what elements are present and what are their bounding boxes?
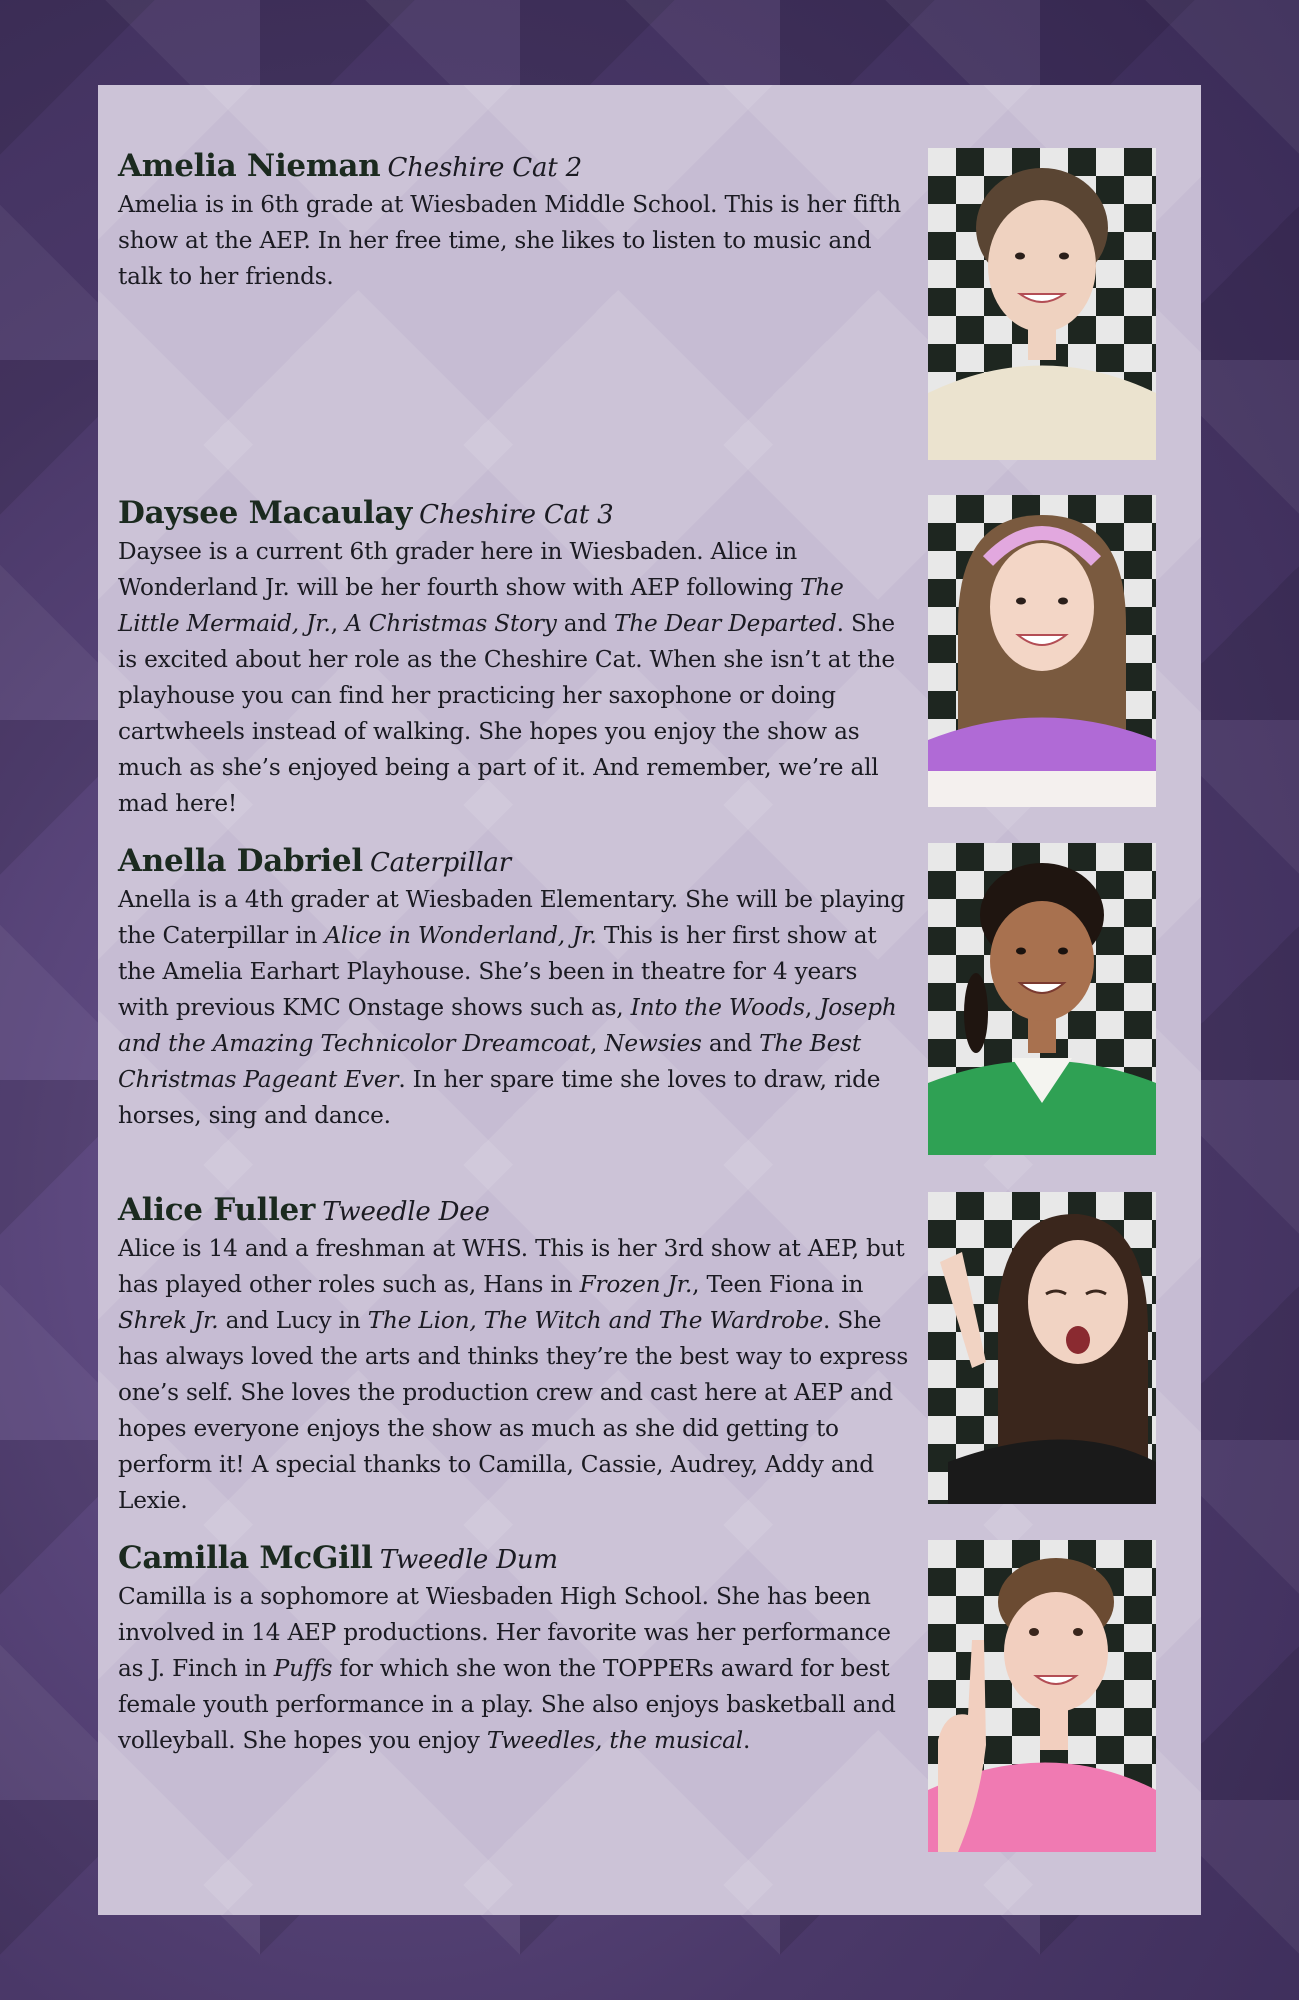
face-shape	[1004, 1592, 1108, 1712]
bio-text-run: , Teen Fiona in	[692, 1271, 864, 1298]
shirt-stripe	[928, 771, 1156, 807]
bio-text-run: . In her spare time she loves to draw, ride horses, sing and dance.	[118, 1066, 881, 1129]
show-title: Tweedles, the musical	[486, 1727, 744, 1754]
show-title: The Lion, The Witch and The Wardrobe	[367, 1307, 824, 1334]
cast-member-role: Caterpillar	[369, 848, 511, 878]
cast-member-name: Anella Dabriel	[118, 843, 363, 879]
braid-shape	[964, 973, 988, 1053]
show-title: The Dear Departed	[613, 610, 837, 637]
show-title: Alice in Wonderland, Jr.	[324, 922, 597, 949]
bio-text-run: This is her first show at the Amelia Earhart Playhouse. She’s been in theatre for 4 years with previous KMC Onstage shows such as,	[118, 922, 877, 1021]
bio-text-run: . She has always loved the arts and thinks they’re the best way to express one’s self. She loves the production crew and cast here at AEP and hopes everyone enjoys the show as much as she did getting to perform it! A special thanks to Camilla, Cassie, Audrey, Addy and Lexie.	[118, 1307, 909, 1514]
cast-bio-body	[118, 187, 910, 295]
bio-text-run: for which she won the TOPPERs award for best female youth performance in a play. She also enjoys basketball and volleyball. She hopes you enjoy	[118, 1655, 896, 1754]
face-shape	[988, 200, 1096, 332]
cast-member-role: Cheshire Cat 2	[387, 153, 582, 183]
bio-text-run: . She is excited about her role as the Cheshire Cat. When she isn’t at the playhouse you can find her practicing her saxophone or doing cartwheels instead of walking. She hopes you enjoy the show as much as she’s enjoyed being a part of it. And remember, we’re all mad here!	[118, 610, 895, 817]
bio-text-run: .	[743, 1727, 751, 1754]
face-shape	[990, 901, 1094, 1021]
bio-text-run: and	[701, 1030, 760, 1057]
cast-bio-body	[118, 882, 910, 1134]
eye-shape	[1058, 598, 1068, 605]
bio-text-run: and	[556, 610, 614, 637]
cast-bio-text	[118, 1540, 910, 1759]
eye-shape	[1016, 598, 1026, 605]
show-title: The Little Mermaid, Jr.	[118, 574, 844, 637]
bio-text-run: Amelia is in 6th grade at Wiesbaden Middle School. This is her fifth show at the AEP. In her free time, she likes to listen to music and talk to her friends.	[118, 191, 901, 290]
cast-member-name: Daysee Macaulay	[118, 495, 412, 531]
eye-shape	[1029, 1628, 1039, 1636]
cast-bio-body	[118, 534, 910, 822]
bio-text-run: ,	[804, 994, 820, 1021]
show-title: The Best Christmas Pageant Ever	[118, 1030, 861, 1093]
eye-shape	[1073, 1628, 1083, 1636]
cast-member-name: Alice Fuller	[118, 1192, 316, 1228]
show-title: Frozen Jr.	[579, 1271, 693, 1298]
bio-text-run: Daysee is a current 6th grader here in Wiesbaden. Alice in Wonderland Jr. will be her fourth show with AEP following	[118, 538, 801, 601]
headshot-photo	[928, 495, 1156, 807]
cast-bio-body	[118, 1231, 910, 1519]
cast-bio-text	[118, 148, 910, 295]
cast-bio-heading	[118, 843, 910, 882]
bio-text-run: Alice is 14 and a freshman at WHS. This is her 3rd show at AEP, but has played other roles such as, Hans in	[118, 1235, 905, 1298]
cast-bio-text	[118, 1192, 910, 1519]
cast-bio-heading	[118, 1540, 910, 1579]
eye-shape	[1058, 948, 1068, 955]
headshot-photo	[928, 843, 1156, 1155]
pointing-hand-shape	[940, 1252, 986, 1368]
cast-bio-text	[118, 495, 910, 822]
cast-member-role: Tweedle Dee	[322, 1197, 490, 1227]
cast-bio-heading	[118, 148, 910, 187]
show-title: Into the Woods	[630, 994, 805, 1021]
cast-bio-heading	[118, 1192, 910, 1231]
headshot-photo	[928, 1192, 1156, 1504]
show-title: Shrek Jr.	[118, 1307, 219, 1334]
shirt-shape	[928, 366, 1156, 461]
bio-text-run: ,	[590, 1030, 605, 1057]
cast-member-role: Tweedle Dum	[379, 1545, 558, 1575]
cast-bio-text	[118, 843, 910, 1134]
eye-shape	[1015, 253, 1025, 260]
eye-shape	[1016, 948, 1026, 955]
cast-member-role: Cheshire Cat 3	[419, 500, 614, 530]
cast-member-name: Amelia Nieman	[118, 148, 381, 184]
show-title: Puffs	[273, 1655, 333, 1682]
cast-member-name: Camilla McGill	[118, 1540, 373, 1576]
face-shape	[990, 543, 1094, 671]
show-title: Newsies	[604, 1030, 702, 1057]
cast-bio-heading	[118, 495, 910, 534]
headshot-photo	[928, 148, 1156, 460]
eye-shape	[1059, 253, 1069, 260]
cast-bio-body	[118, 1579, 910, 1759]
bio-text-run: Camilla is a sophomore at Wiesbaden High School. She has been involved in 14 AEP productions. Her favorite was her performance as J. Finch in	[118, 1583, 891, 1682]
show-title: A Christmas Story	[345, 610, 557, 637]
show-title: Joseph and the Amazing Technicolor Dreamcoat	[118, 994, 897, 1057]
headshot-photo	[928, 1540, 1156, 1852]
bio-text-run: ,	[330, 610, 346, 637]
open-mouth-shape	[1066, 1326, 1090, 1354]
bio-text-run: and Lucy in	[218, 1307, 368, 1334]
bio-text-run: Anella is a 4th grader at Wiesbaden Elementary. She will be playing the Caterpillar in	[118, 886, 905, 949]
cast-bio-panel	[98, 85, 1201, 1915]
